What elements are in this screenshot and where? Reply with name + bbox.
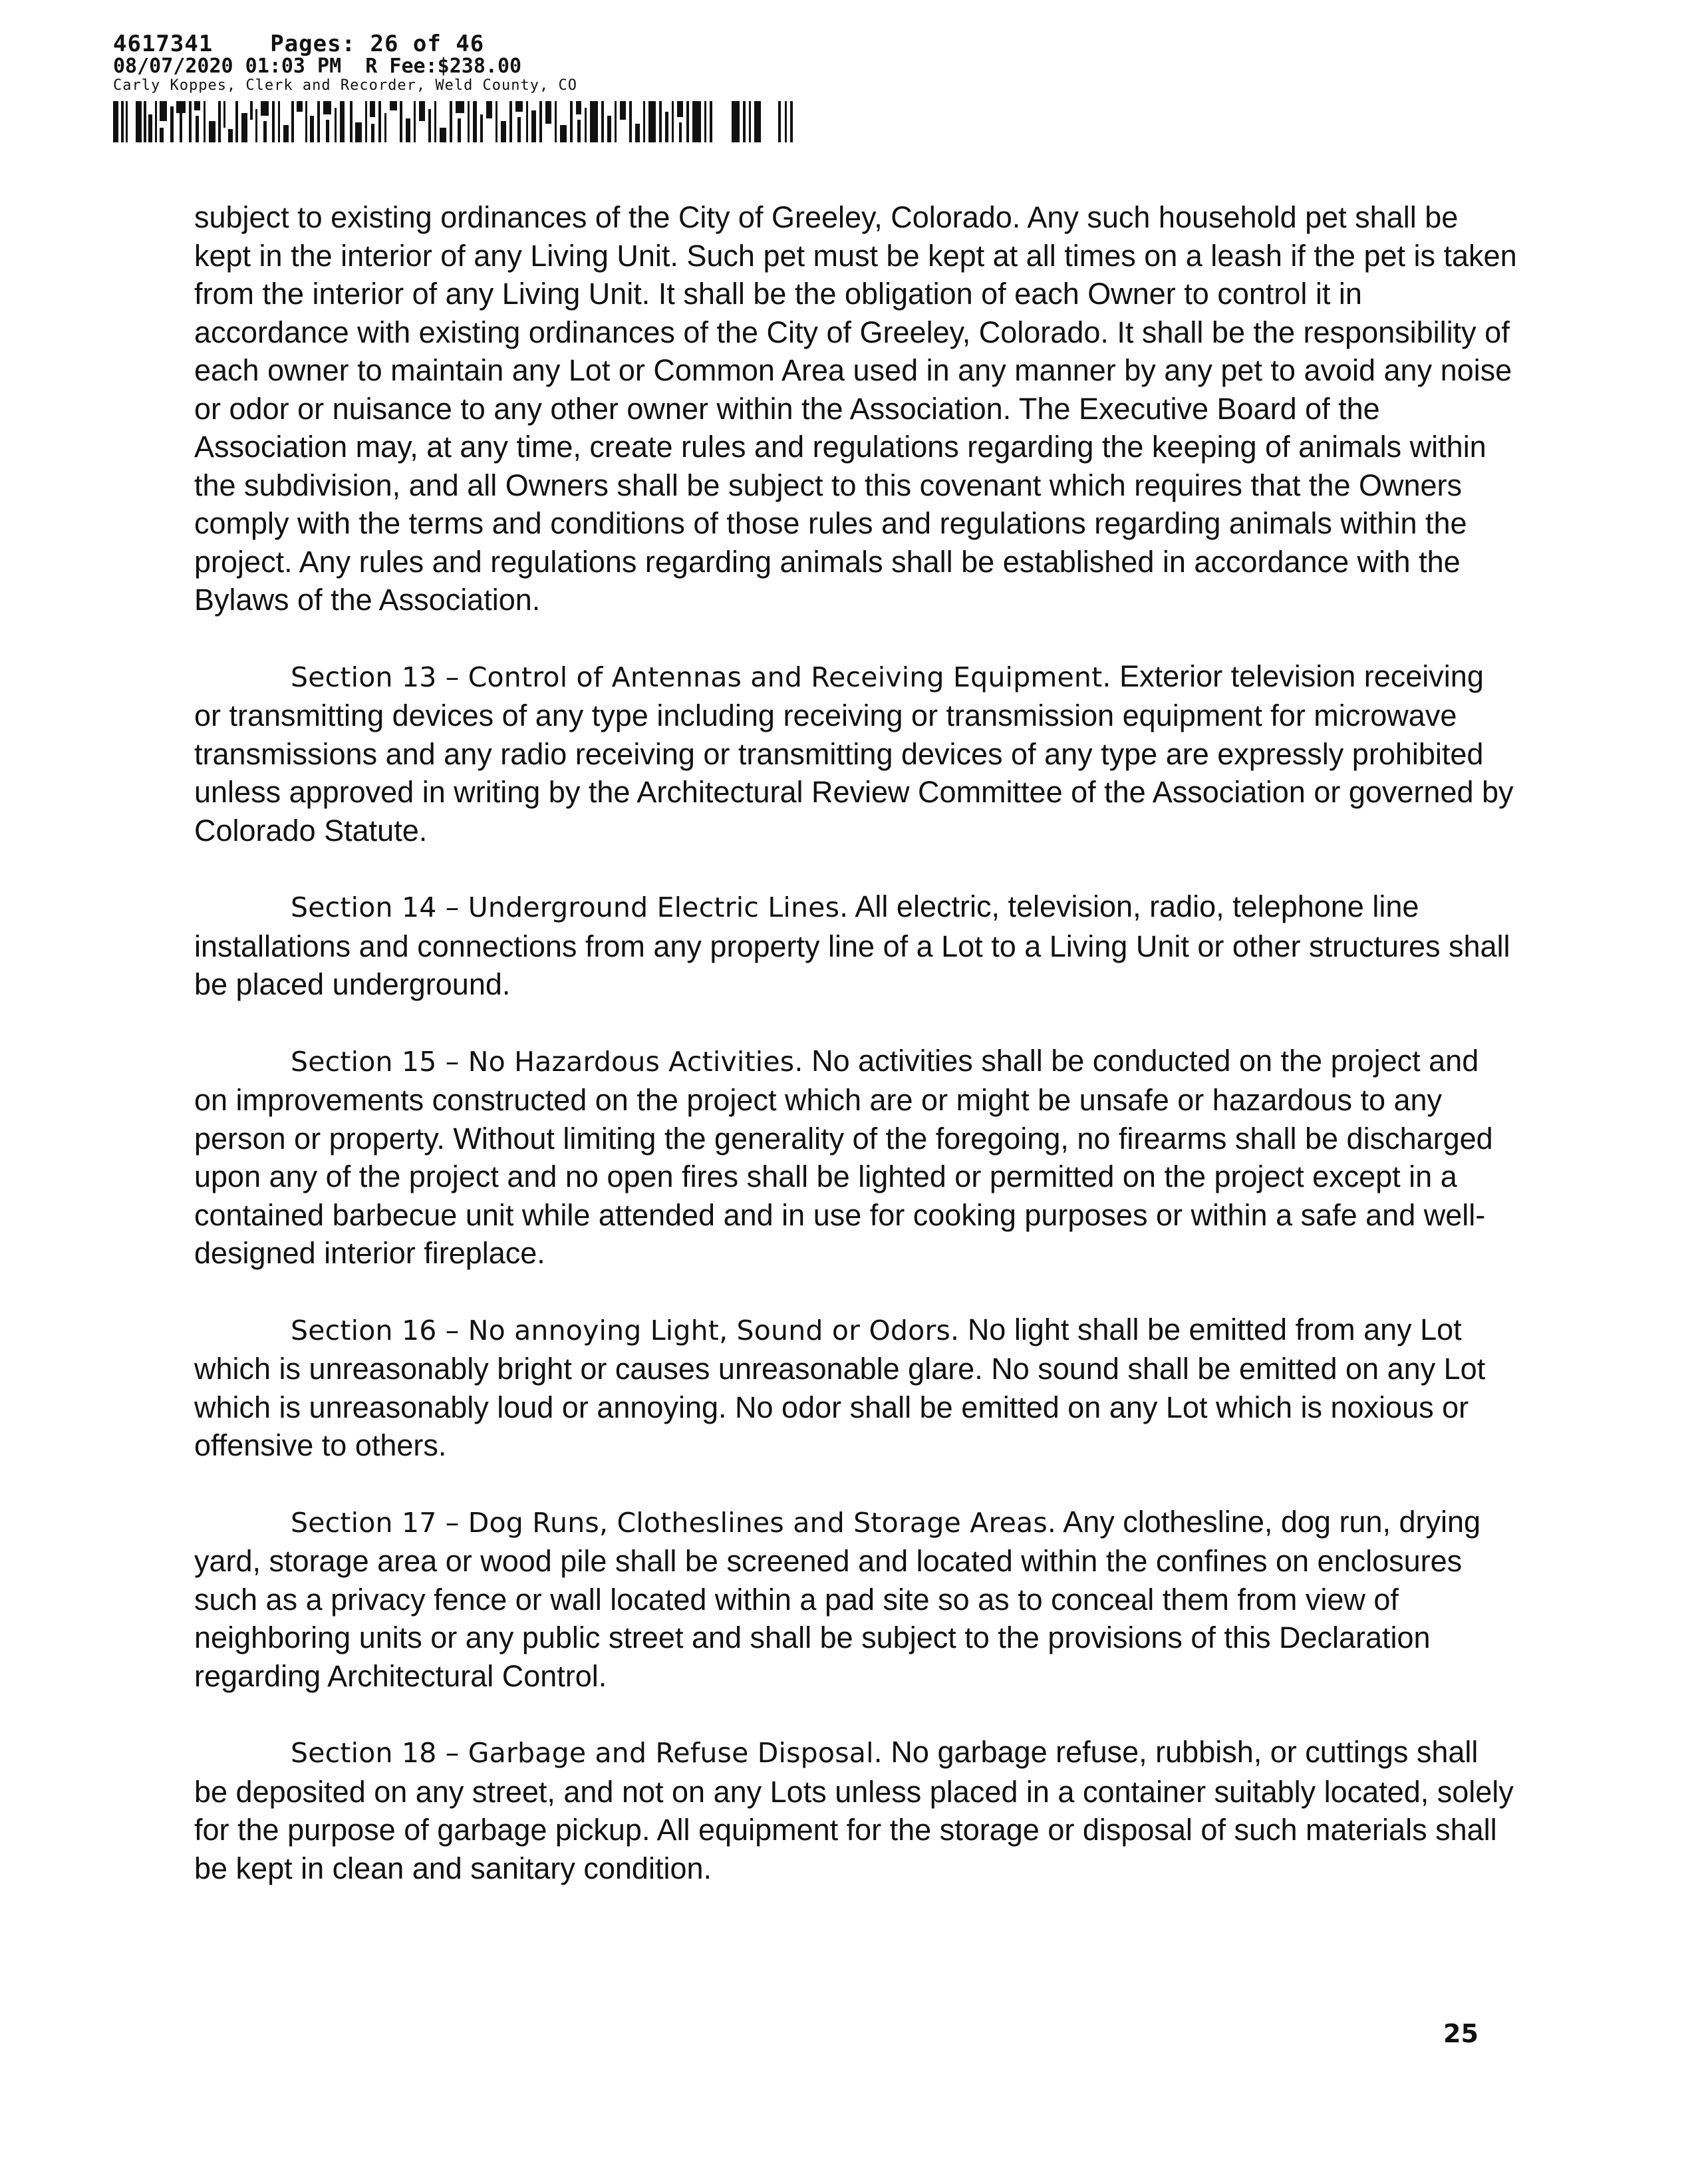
section-16-text: No light shall be emitted from any Lot which is unreasonably bright or causes unreasonable glare. No sound shall be emitted on any Lot which is unreasonably loud or annoying. No odor shall be emitted on any Lot which is noxious or offensive to others. xyxy=(194,1312,1486,1462)
stamp-line-2 xyxy=(113,56,811,77)
section-15-text: No activities shall be conducted on the project and on improvements constructed on the project which are or might be unsafe or hazardous to any person or property. Without limiting the generality of the foregoing, no firearms shall be discharged upon any of the project and no open fires shall be lighted or permitted on the project except in a contained barbecue unit while attended and in use for cooking purposes or within a safe and well-designed interior fireplace. xyxy=(194,1043,1493,1270)
section-18-text: No garbage refuse, rubbish, or cuttings shall be deposited on any street, and not on any Lots unless placed in a container suitably located, solely for the purpose of garbage pickup. All equipment for the storage or disposal of such materials shall be kept in clean and sanitary condition. xyxy=(194,1735,1514,1885)
section-15-heading: Section 15 – No Hazardous Activities. xyxy=(291,1045,803,1078)
section-15 xyxy=(194,1042,1518,1273)
section-13 xyxy=(194,657,1518,850)
section-17-text: Any clothesline, dog run, drying yard, storage area or wood pile shall be screened and located within the confines on enclosures such as a privacy fence or wall located within a pad site so as to conceal them from view of neighboring units or any public street and shall be subject to the provisions of this Declaration regarding Architectural Control. xyxy=(194,1504,1481,1693)
section-13-heading: Section 13 – Control of Antennas and Receiving Equipment. xyxy=(291,661,1111,693)
recording-fee: R Fee:$238.00 xyxy=(365,55,522,78)
section-17-heading: Section 17 – Dog Runs, Clotheslines and Storage Areas. xyxy=(291,1506,1057,1539)
section-14 xyxy=(194,887,1518,1004)
section-16 xyxy=(194,1311,1518,1465)
section-18 xyxy=(194,1733,1518,1887)
recorder-name: Carly Koppes, Clerk and Recorder, Weld County, CO xyxy=(113,77,578,94)
declaration-body xyxy=(194,198,1518,1925)
recording-stamp xyxy=(113,32,811,142)
section-18-heading: Section 18 – Garbage and Refuse Disposal. xyxy=(291,1737,883,1769)
stamp-line-1 xyxy=(113,32,811,56)
pages-label: Pages: 26 of 46 xyxy=(270,31,485,57)
opening-paragraph: subject to existing ordinances of the City of Greeley, Colorado. Any such household pet shall be kept in the interior of any Living Unit. Such pet must be kept at all times on a leash if the pet is taken from the interior of any Living Unit. It shall be the obligation of each Owner to control it in accordance with existing ordinances of the City of Greeley, Colorado. It shall be the responsibility of each owner to maintain any Lot or Common Area used in any manner by any pet to avoid any noise or odor or nuisance to any other owner within the Association. The Executive Board of the Association may, at any time, create rules and regulations regarding the keeping of animals within the subdivision, and all Owners shall be subject to this covenant which requires that the Owners comply with the terms and conditions of those rules and regulations regarding animals within the project. Any rules and regulations regarding animals shall be established in accordance with the Bylaws of the Association. xyxy=(194,200,1517,617)
section-14-heading: Section 14 – Underground Electric Lines. xyxy=(291,891,849,923)
section-14-text: All electric, television, radio, telephone line installations and connections from any property line of a Lot to a Living Unit or other structures shall be placed underground. xyxy=(194,889,1510,1001)
section-16-heading: Section 16 – No annoying Light, Sound or Odors. xyxy=(291,1314,960,1346)
barcode-icon xyxy=(113,101,811,142)
recording-date-time: 08/07/2020 01:03 PM xyxy=(113,55,342,78)
document-number: 4617341 xyxy=(113,31,213,57)
page-number: 25 xyxy=(1443,2019,1479,2048)
section-13-text: Exterior television receiving or transmitting devices of any type including receiving or transmission equipment for microwave transmissions and any radio receiving or transmitting devices of any type are expressly prohibited unless approved in writing by the Architectural Review Committee of the Association or governed by Colorado Statute. xyxy=(194,659,1514,848)
section-17 xyxy=(194,1503,1518,1696)
